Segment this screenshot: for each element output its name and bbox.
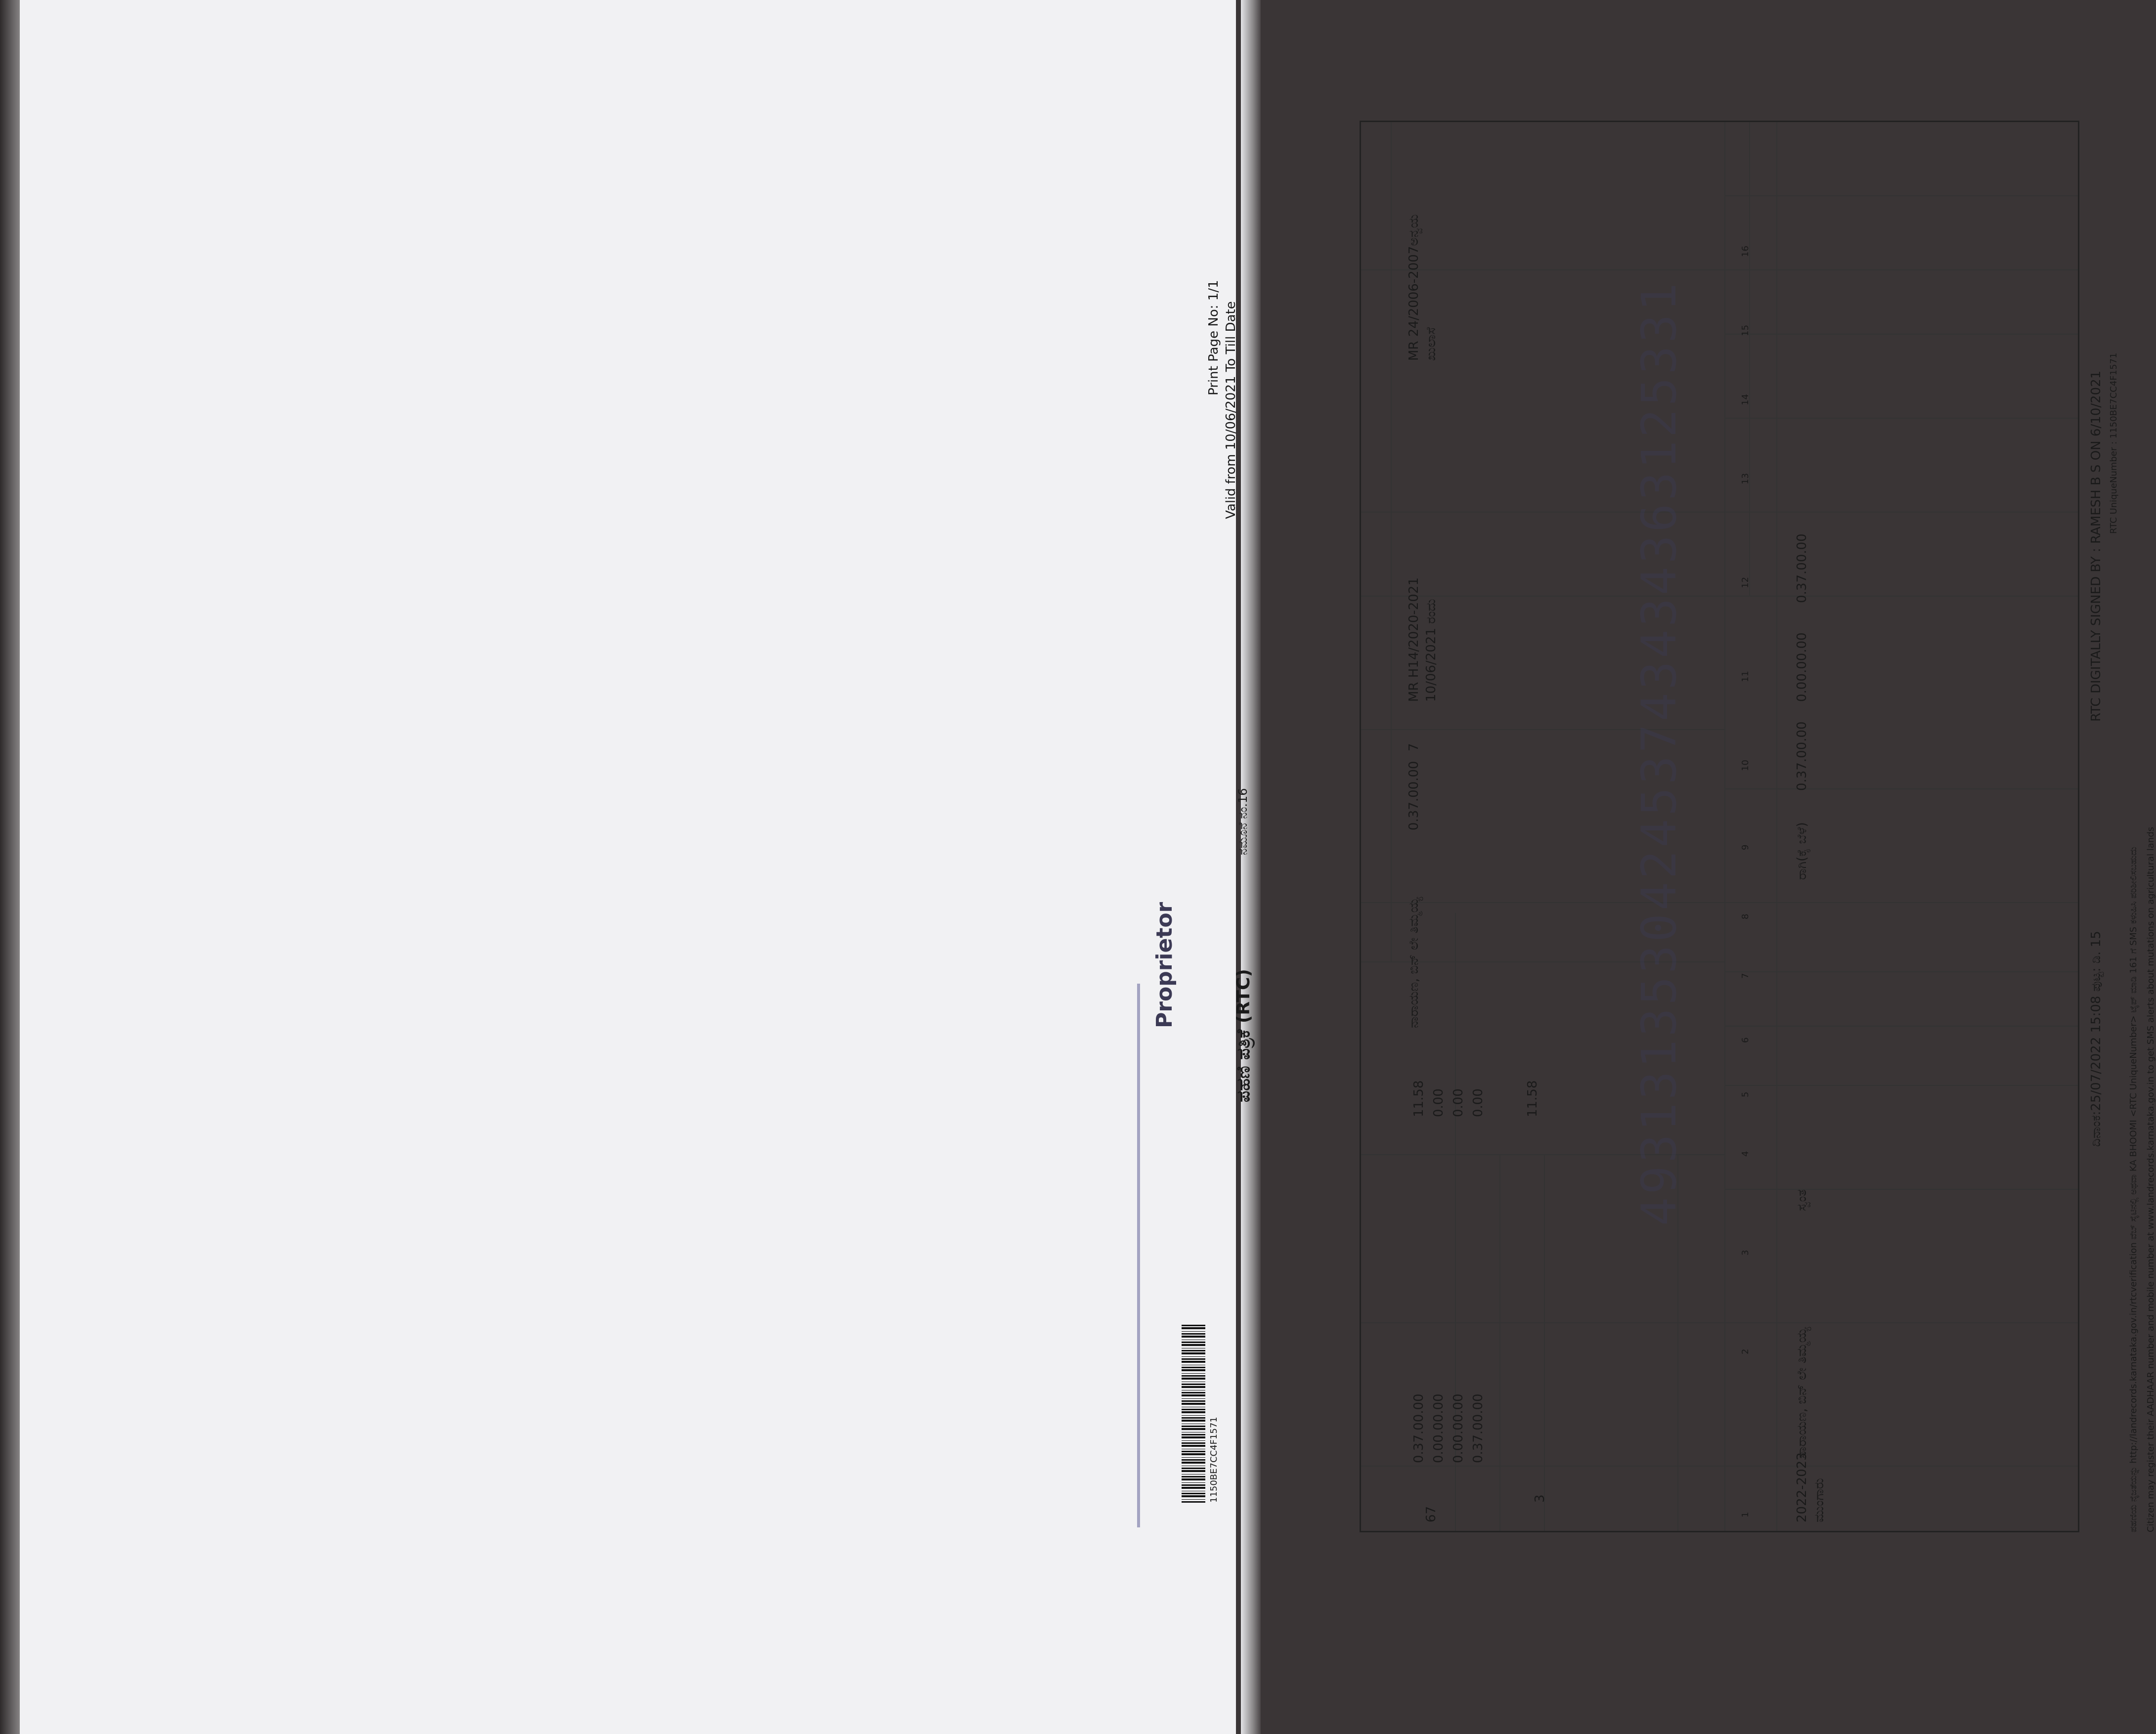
col-6: 6 bbox=[1740, 1037, 1751, 1043]
other-note: ಖುಲಾಸೆ bbox=[1424, 327, 1439, 361]
issue-date: ದಿನಾಂಕ:25/07/2022 15:08 ಪುಟ್ಟ: ಡಿ. 15 bbox=[2089, 931, 2104, 1147]
document-title: ಪಹಣಿ ಪತ್ರಿಕೆ (RTC) bbox=[1233, 969, 1254, 1102]
crop-name: ರಾಗಿ(ಕೈ ಬೆಳೆ) bbox=[1795, 822, 1809, 880]
col-9: 9 bbox=[1740, 844, 1751, 850]
col-16: 16 bbox=[1740, 246, 1751, 257]
col-2: 2 bbox=[1740, 1348, 1751, 1354]
col-12: 12 bbox=[1740, 577, 1751, 588]
barcode-image bbox=[1182, 1325, 1205, 1503]
hissa-number: 3 bbox=[1533, 1494, 1547, 1503]
col-4: 4 bbox=[1740, 1151, 1751, 1157]
scanned-paper bbox=[20, 0, 1236, 1734]
col-7: 7 bbox=[1740, 973, 1751, 979]
aadhaar-note: Citizen may register their AADHAAR number and mobile number at www.landrecords.karnataka.gov.in to get SMS alerts about mutations on agricultural lands bbox=[2146, 826, 2156, 1532]
revenue-c: 0.00 bbox=[1451, 1088, 1466, 1117]
rtc-document bbox=[1147, 89, 2156, 1621]
watermark-number: 493131353042453743434363125331 bbox=[1631, 280, 1687, 1226]
rainfed-area: 0.00.00.00 bbox=[1795, 632, 1809, 702]
survey-number: 67 bbox=[1424, 1506, 1439, 1522]
col-1: 1 bbox=[1740, 1512, 1751, 1517]
owner-area: 0.37.00.00 bbox=[1407, 761, 1421, 830]
irrigated-area: 0.37.00.00 bbox=[1795, 721, 1809, 791]
land-revenue: 11.58 bbox=[1411, 1080, 1426, 1117]
digital-signature: RTC DIGITALLY SIGNED BY : RAMESH B S ON 6/10/2021 bbox=[2089, 370, 2104, 722]
other-mutation: MR 24/2006-2007ಅನ್ವಯ bbox=[1407, 214, 1421, 361]
validity-period: Valid from 10/06/2021 To Till Date bbox=[1224, 301, 1238, 519]
col-14: 14 bbox=[1740, 394, 1751, 405]
revenue-b: 0.00 bbox=[1431, 1088, 1446, 1117]
revenue-total: 11.58 bbox=[1525, 1080, 1540, 1117]
proprietor-stamp: Proprietor bbox=[1152, 902, 1177, 1028]
rtc-table bbox=[1360, 121, 2079, 1532]
kharab-a: 0.00.00.00 bbox=[1431, 1393, 1446, 1463]
mutation-date: 10/06/2021 ರಂದು bbox=[1424, 599, 1439, 702]
col-15: 15 bbox=[1740, 325, 1751, 336]
net-area: 0.37.00.00 bbox=[1471, 1393, 1486, 1463]
cultivation-type: ಸ್ವಂತ bbox=[1795, 1189, 1809, 1211]
total-area: 0.37.00.00 bbox=[1411, 1393, 1426, 1463]
col-11: 11 bbox=[1740, 671, 1751, 682]
barcode-text: 1150BE7CC4F1571 bbox=[1209, 1417, 1219, 1503]
owner-name: ನಾರಾಯಣ, ಬಿನ್ ಲೇ ತಿಮ್ಮಯ್ಯ bbox=[1407, 897, 1421, 1028]
cultivator-name: ನಾರಾಯಣ, ಬಿನ್ ಲೇ ತಿಮ್ಮಯ್ಯ bbox=[1795, 1327, 1809, 1458]
revenue-d: 0.00 bbox=[1471, 1088, 1486, 1117]
mutation-number: MR H14/2020-2021 bbox=[1407, 577, 1421, 702]
col-5: 5 bbox=[1740, 1091, 1751, 1097]
crop-year: 2022-2023 bbox=[1795, 1452, 1809, 1522]
col-8: 8 bbox=[1740, 913, 1751, 919]
print-page-number: Print Page No: 1/1 bbox=[1206, 280, 1221, 395]
stamp-line bbox=[1137, 984, 1140, 1527]
unique-number: RTC UniqueNumber : 1150BE7CC4F1571 bbox=[2109, 352, 2119, 534]
col-10: 10 bbox=[1740, 760, 1751, 771]
season: ಮುಂಗಾರು bbox=[1812, 1478, 1827, 1522]
kharab-b: 0.00.00.00 bbox=[1451, 1393, 1466, 1463]
col-3: 3 bbox=[1740, 1250, 1751, 1256]
col-13: 13 bbox=[1740, 473, 1751, 484]
form-number: ನಮೂನೆ ನಂ.16 bbox=[1236, 788, 1250, 855]
verification-note: ಪಹಣಿಯ ನೈಜತೆಯನ್ನು http://landrecords.karnataka.gov.in/rtcverification ವೆಬ್ ಸೈಟಿನಲ್ಲಿ ಅಥವಾ KA BHOOMI <RTC UniqueNumber> ಟೈಪ್ ಮಾಡಿ 161 ಗೆ SMS ಕಳುಹಿಸಿ ಪರಿಶೀಲಿಸಬಹುದು bbox=[2128, 846, 2139, 1532]
total-crop-area: 0.37.00.00 bbox=[1795, 533, 1809, 603]
khata-number: 7 bbox=[1407, 743, 1421, 751]
